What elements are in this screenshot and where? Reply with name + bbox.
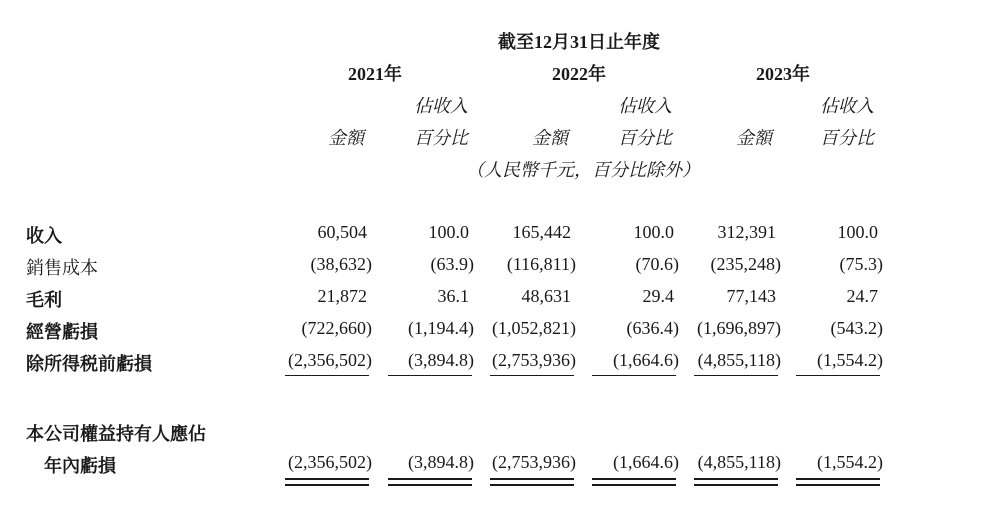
cell-pct-2021: (3,894.8) xyxy=(408,452,474,472)
cell-pct-2021: (63.9) xyxy=(430,254,474,274)
total-double-underline xyxy=(388,478,472,486)
subtotal-underline xyxy=(285,375,369,376)
year-header-2022: 2022年 xyxy=(552,64,606,84)
cell-amount-2023: (4,855,118) xyxy=(697,452,781,472)
subtotal-underline xyxy=(796,375,880,376)
amount-header: 金額 xyxy=(736,128,772,148)
cell-amount-2023: (1,696,897) xyxy=(697,318,781,338)
cell-amount-2023: 77,143 xyxy=(726,286,776,306)
total-double-underline xyxy=(694,478,778,486)
cell-pct-2023: (1,554.2) xyxy=(817,452,883,472)
total-double-underline xyxy=(796,478,880,486)
cell-pct-2023: 100.0 xyxy=(837,222,878,242)
cell-amount-2022: (2,753,936) xyxy=(492,452,576,472)
cell-amount-2022: 165,442 xyxy=(512,222,571,242)
cell-amount-2022: (1,052,821) xyxy=(492,318,576,338)
cell-pct-2021: 36.1 xyxy=(437,286,469,306)
cell-amount-2021: (2,356,502) xyxy=(288,452,372,472)
cell-pct-2022: 100.0 xyxy=(633,222,674,242)
cell-pct-2021: (3,894.8) xyxy=(408,350,474,370)
total-double-underline xyxy=(285,478,369,486)
cell-amount-2021: 21,872 xyxy=(317,286,367,306)
year-header-2021: 2021年 xyxy=(348,64,402,84)
cell-amount-2022: 48,631 xyxy=(521,286,571,306)
cell-pct-2021: (1,194.4) xyxy=(408,318,474,338)
cell-amount-2023: (235,248) xyxy=(710,254,781,274)
cell-pct-2021: 100.0 xyxy=(428,222,469,242)
cell-pct-2022: (1,664.6) xyxy=(613,350,679,370)
subtotal-underline xyxy=(694,375,778,376)
row-label-attributable-line2: 年內虧損 xyxy=(44,456,116,476)
row-label-operating-loss: 經營虧損 xyxy=(26,322,98,342)
cell-amount-2021: 60,504 xyxy=(317,222,367,242)
subtotal-underline xyxy=(592,375,676,376)
subtotal-underline xyxy=(388,375,472,376)
pct-header-line1: 佔收入 xyxy=(618,96,672,116)
row-label-cost-of-sales: 銷售成本 xyxy=(26,258,98,278)
row-label-gross-profit: 毛利 xyxy=(26,290,62,310)
pct-header-line1: 佔收入 xyxy=(414,96,468,116)
cell-pct-2022: 29.4 xyxy=(642,286,674,306)
cell-pct-2023: (1,554.2) xyxy=(817,350,883,370)
cell-amount-2023: (4,855,118) xyxy=(697,350,781,370)
cell-pct-2022: (70.6) xyxy=(635,254,679,274)
amount-header: 金額 xyxy=(532,128,568,148)
amount-header: 金額 xyxy=(328,128,364,148)
unit-note: （人民幣千元，百分比除外） xyxy=(466,160,700,180)
cell-amount-2021: (2,356,502) xyxy=(288,350,372,370)
row-label-revenue: 收入 xyxy=(26,226,62,246)
cell-pct-2022: (636.4) xyxy=(626,318,679,338)
pct-header-line2: 百分比 xyxy=(618,128,672,148)
period-title: 截至12月31日止年度 xyxy=(498,32,660,52)
subtotal-underline xyxy=(490,375,574,376)
cell-pct-2022: (1,664.6) xyxy=(613,452,679,472)
cell-amount-2021: (722,660) xyxy=(301,318,372,338)
cell-amount-2022: (2,753,936) xyxy=(492,350,576,370)
total-double-underline xyxy=(490,478,574,486)
pct-header-line1: 佔收入 xyxy=(820,96,874,116)
cell-pct-2023: 24.7 xyxy=(846,286,878,306)
row-label-loss-before-tax: 除所得税前虧損 xyxy=(26,354,152,374)
total-double-underline xyxy=(592,478,676,486)
cell-amount-2021: (38,632) xyxy=(310,254,372,274)
year-header-2023: 2023年 xyxy=(756,64,810,84)
row-label-attributable-line1: 本公司權益持有人應佔 xyxy=(26,424,206,444)
cell-amount-2022: (116,811) xyxy=(506,254,576,274)
pct-header-line2: 百分比 xyxy=(414,128,468,148)
cell-pct-2023: (75.3) xyxy=(839,254,883,274)
cell-pct-2023: (543.2) xyxy=(830,318,883,338)
cell-amount-2023: 312,391 xyxy=(717,222,776,242)
pct-header-line2: 百分比 xyxy=(820,128,874,148)
